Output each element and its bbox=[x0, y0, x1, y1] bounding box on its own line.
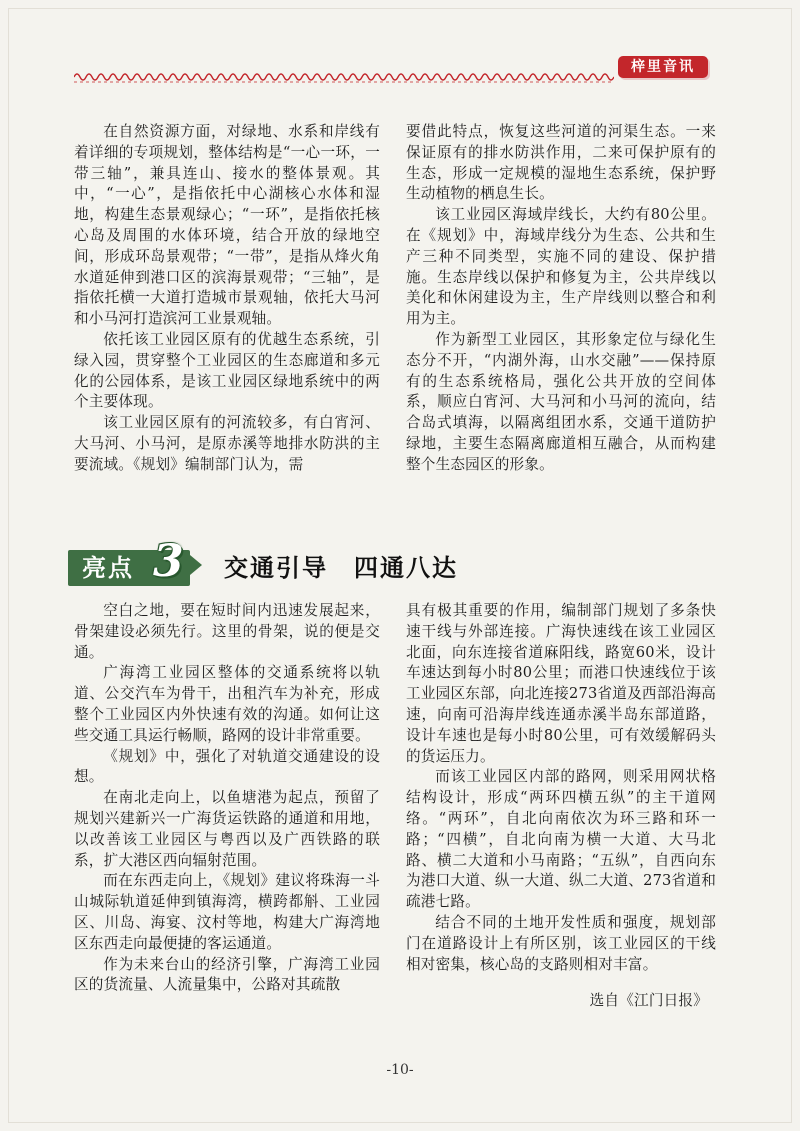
paragraph: 空白之地，要在短时间内迅速发展起来，骨架建设必须先行。这里的骨架，说的便是交通。 bbox=[74, 602, 380, 661]
article2-column-left bbox=[74, 601, 380, 996]
article1-column-right bbox=[406, 122, 716, 476]
paragraph: 而该工业园区内部的路网，则采用网状格结构设计，形成“两环四横五纵”的主干道网络。“两环”，自北向南依次为环三路和环一路；“四横”，自北向南为横一大道、大马北路、横二大道和小马南路；“五纵”，自西向东为港口大道、纵一大道、纵二大道、273省道和疏港七路。 bbox=[406, 768, 716, 911]
highlight-arrow-icon bbox=[190, 555, 202, 575]
paragraph: 结合不同的土地开发性质和强度，规划部门在道路设计上有所区别，该工业园区的干线相对密集，核心岛的支路则相对丰富。 bbox=[406, 913, 716, 973]
page-number: -10- bbox=[386, 1062, 414, 1078]
paragraph: 依托该工业园区原有的优越生态系统，引绿入园，贯穿整个工业园区的生态廊道和多元化的公园体系，是该工业园区绿地系统中的两个主要体现。 bbox=[74, 330, 380, 411]
paragraph: 在南北走向上，以鱼塘港为起点，预留了规划兴建新兴一广海货运铁路的通道和用地，以改善该工业园区与粤西以及广西铁路的联系，扩大港区西向辐射范围。 bbox=[74, 789, 380, 869]
paragraph: 作为新型工业园区，其形象定位与绿化生态分不开，“内湖外海，山水交融”——保持原有的生态系统格局，强化公共开放的空间体系，顺应白宵河、大马河和小马河的流向，结合岛式填海，以隔离组团水系，交通干道防护绿地，主要生态隔离廊道相互融合，从而构建整个生态园区的形象。 bbox=[406, 330, 716, 473]
publication-badge: 梓里音讯 bbox=[618, 56, 708, 78]
paragraph: 在自然资源方面，对绿地、水系和岸线有着详细的专项规划，整体结构是“一心一环，一带三轴”，兼具连山、接水的整体景观。其中，“一心”，是指依托中心湖核心水体和湿地，构建生态景观绿心；“一环”，是指依托核心岛及周围的水体环境，结合开放的绿地空间，形成环岛景观带；“一带”，是指从烽火角水道延伸到港口区的滨海景观带；“三轴”，是指依托横一大道打造城市景观轴，依托大马河和小马河打造滨河工业景观轴。 bbox=[74, 123, 380, 328]
paragraph-continued: 具有极其重要的作用，编制部门规划了多条快速干线与外部连接。广海快速线在该工业园区北面，向东连接省道麻阳线，路宽60米，设计车速达到每小时80公里；而港口快速线位于该工业园区东部，向北连接273省道及西部沿海高速，向南可沿海岸线连通赤溪半岛东部道路，设计车速也是每小时80公里，可有效缓解码头的货运压力。 bbox=[406, 602, 716, 765]
article2-column-right bbox=[406, 601, 716, 1012]
paragraph-continued: 要借此特点，恢复这些河道的河渠生态。一来保证原有的排水防洪作用，二来可保护原有的生态，形成一定规模的湿地生态系统，保护野生动植物的栖息生长。 bbox=[406, 123, 716, 203]
highlight-label: 亮点 bbox=[82, 554, 134, 582]
source-credit: 选自《江门日报》 bbox=[589, 992, 708, 1010]
section-title: 交通引导 四通八达 bbox=[224, 554, 458, 582]
paragraph: 该工业园区原有的河流较多，有白宵河、大马河、小马河，是原赤溪等地排水防洪的主要流域。《规划》编制部门认为，需 bbox=[74, 414, 380, 473]
paragraph: 而在东西走向上，《规划》建议将珠海一斗山城际轨道延伸到镇海湾，横跨都斛、工业园区、川岛、海宴、汶村等地，构建大广海湾地区东西走向最便捷的客运通道。 bbox=[74, 872, 380, 952]
article1-column-left bbox=[74, 122, 380, 476]
highlight-number: 3 bbox=[153, 536, 184, 587]
paragraph: 作为未来台山的经济引擎，广海湾工业园区的货流量、人流量集中，公路对其疏散 bbox=[74, 955, 380, 994]
paragraph: 《规划》中，强化了对轨道交通建设的设想。 bbox=[74, 747, 380, 786]
header-ornament-line bbox=[74, 70, 614, 84]
paragraph: 广海湾工业园区整体的交通系统将以轨道、公交汽车为骨干，出租汽车为补充，形成整个工业园区内外快速有效的沟通。如何让这些交通工具运行畅顺，路网的设计非常重要。 bbox=[74, 664, 380, 744]
paragraph: 该工业园区海域岸线长，大约有80公里。在《规划》中，海域岸线分为生态、公共和生产三种不同类型，实施不同的建设、保护措施。生态岸线以保护和修复为主，公共岸线以美化和休闲建设为主，生产岸线则以整合和利用为主。 bbox=[406, 206, 716, 328]
